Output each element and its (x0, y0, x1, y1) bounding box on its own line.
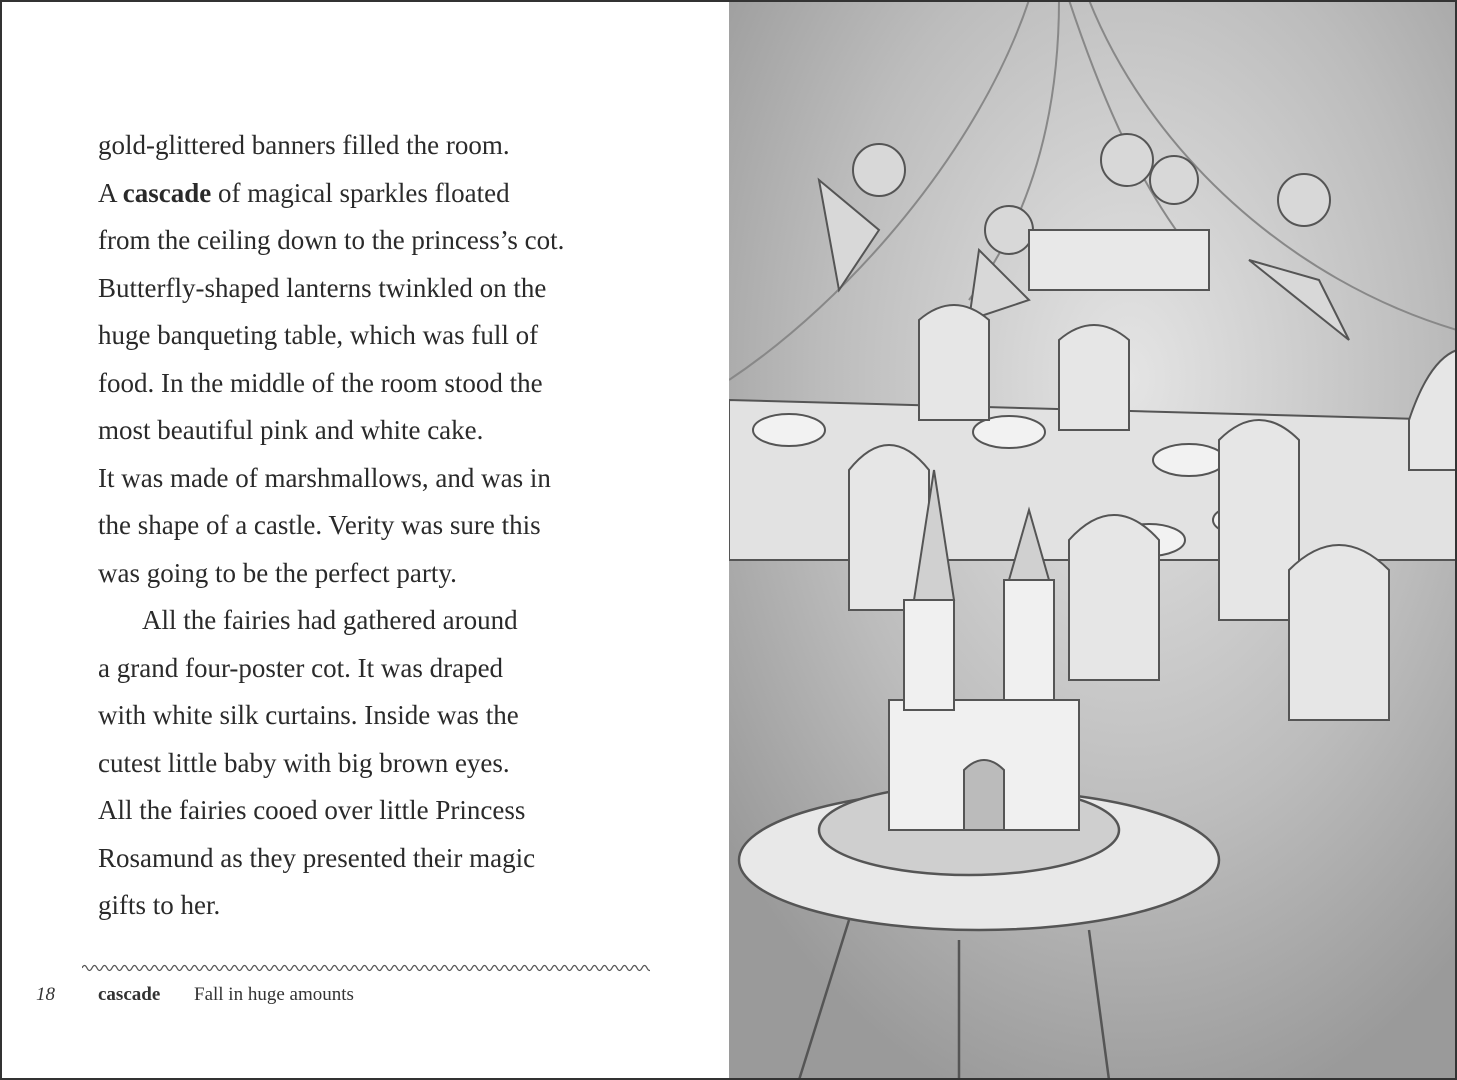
party-illustration (729, 0, 1457, 1080)
glossary-definition: Fall in huge amounts (194, 984, 354, 1005)
text-line: All the fairies cooed over little Princess (98, 795, 526, 825)
text-fragment: of magical sparkles floated (211, 177, 510, 208)
text-line (98, 170, 564, 218)
text-line: gifts to her. (98, 890, 221, 920)
text-line: cutest little baby with big brown eyes. (98, 747, 510, 778)
text-line: a grand four-poster cot. It was draped (98, 652, 504, 683)
page-number: 18 (36, 984, 55, 1005)
wavy-divider (82, 962, 650, 974)
glossary-word: cascade (122, 177, 212, 208)
text-line: most beautiful pink and white cake. (98, 415, 484, 445)
text-line: was going to be the perfect party. (98, 557, 457, 588)
text-line: the shape of a castle. Verity was sure this (98, 510, 541, 540)
text-line: Rosamund as they presented their magic (98, 842, 536, 873)
text-line: All the fairies had gathered around (142, 605, 518, 635)
text-fragment: A (98, 177, 123, 208)
text-line: Butterfly-shaped lanterns twinkled on the (98, 272, 547, 303)
text-line: with white silk curtains. Inside was the (98, 700, 519, 730)
story-text (98, 122, 564, 930)
glossary-term: cascade (98, 984, 161, 1005)
text-line: It was made of marshmallows, and was in (98, 462, 551, 493)
text-line: gold-glittered banners filled the room. (98, 130, 510, 160)
text-line: food. In the middle of the room stood the (98, 367, 543, 398)
text-line: huge banqueting table, which was full of (98, 320, 539, 350)
text-line: from the ceiling down to the princess’s cot. (98, 225, 565, 255)
